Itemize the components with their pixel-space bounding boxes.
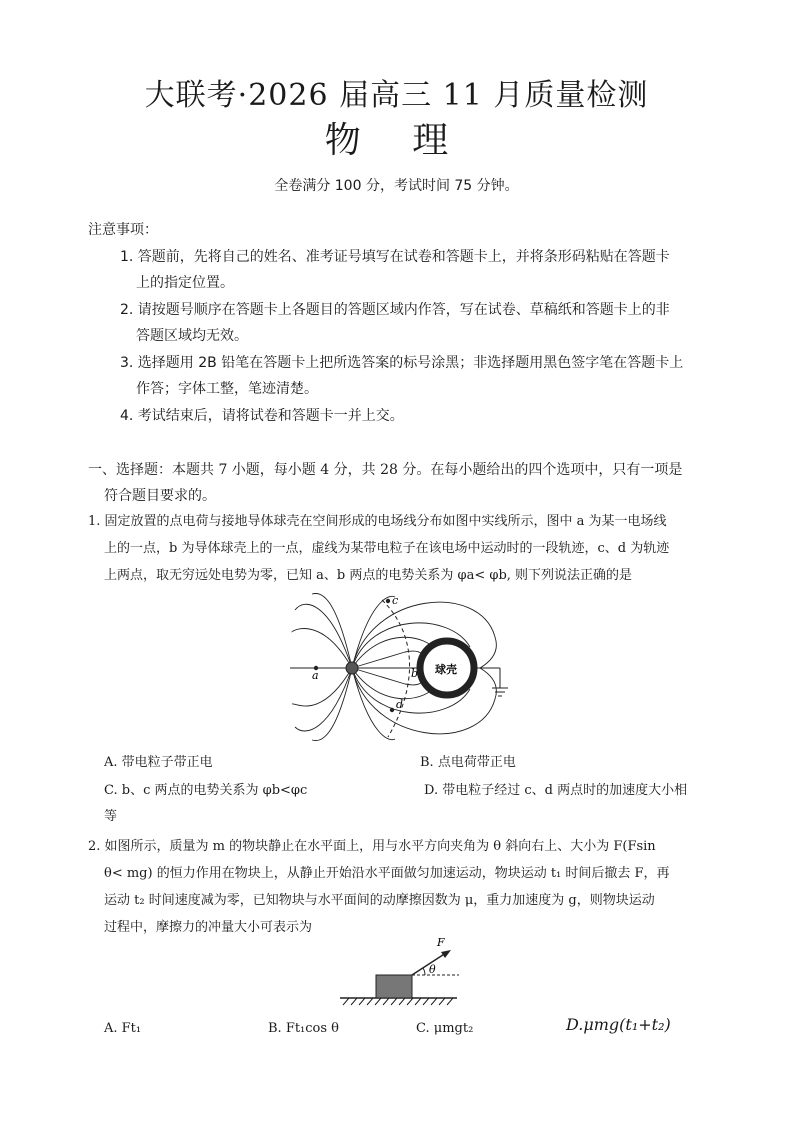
- q1-line-3: 上两点，取无穷远处电势为零，已知 a、b 两点的电势关系为 φa< φb, 则下列说法正确的是: [104, 568, 633, 583]
- q1-option-c: C. b、c 两点的电势关系为 φb<φc: [104, 783, 308, 798]
- q2-line-1: 2. 如图所示，质量为 m 的物块静止在水平面上，用与水平方向夹角为 θ 斜向右上、大小为 F(Fsin: [88, 839, 656, 854]
- point-c: [386, 599, 390, 603]
- q2-option-b: B. Ft₁cos θ: [268, 1021, 340, 1036]
- exam-title: 大联考·2026 届高三 11 月质量检测: [144, 78, 649, 113]
- subject-title: 物 理: [324, 120, 469, 161]
- q2-option-d: D.μmg(t₁+t₂): [566, 1015, 671, 1034]
- note-4-line-1: 4. 考试结束后，请将试卷和答题卡一并上交。: [120, 408, 404, 424]
- note-3-line-1: 3. 选择题用 2B 铅笔在答题卡上把所选答案的标号涂黑；非选择题用黑色签字笔在答题卡上: [120, 355, 684, 371]
- q1-line-2: 上的一点，b 为导体球壳上的一点，虚线为某带电粒子在该电场中运动时的一段轨迹，c、d 为轨迹: [104, 541, 670, 556]
- label-a: a: [312, 669, 319, 682]
- point-b: [418, 666, 422, 670]
- notes-heading: 注意事项：: [88, 222, 158, 238]
- q1-option-d-cont: 等: [104, 809, 118, 824]
- exam-info: 全卷满分 100 分，考试时间 75 分钟。: [274, 178, 519, 194]
- note-1-line-1: 1. 答题前，先将自己的姓名、准考证号填写在试卷和答题卡上，并将条形码粘贴在答题卡: [120, 249, 670, 265]
- note-2-line-2: 答题区域均无效。: [136, 328, 248, 344]
- shell-label: 球壳: [435, 663, 457, 676]
- q2-option-c: C. μmgt₂: [416, 1021, 474, 1036]
- angle-arc: [423, 968, 425, 975]
- q2-option-a: A. Ft₁: [104, 1021, 142, 1036]
- note-1-line-2: 上的指定位置。: [136, 275, 234, 291]
- note-2-line-1: 2. 请按题号顺序在答题卡上各题目的答题区域内作答，写在试卷、草稿纸和答题卡上的非: [120, 302, 670, 318]
- label-theta: θ: [429, 963, 436, 976]
- block: [376, 975, 412, 998]
- section-1-line-2: 符合题目要求的。: [104, 488, 216, 504]
- q2-line-2: θ< mg) 的恒力作用在物块上，从静止开始沿水平面做匀加速运动，物块运动 t₁ 时间后撤去 F，再: [104, 866, 670, 881]
- q1-option-b: B. 点电荷带正电: [420, 755, 516, 770]
- point-d: [390, 708, 394, 712]
- q2-line-3: 运动 t₂ 时间速度减为零，已知物块与水平面间的动摩擦因数为 μ，重力加速度为 g，则物块运动: [104, 893, 655, 908]
- note-3-line-2: 作答；字体工整，笔迹清楚。: [136, 381, 318, 397]
- q1-line-1: 1. 固定放置的点电荷与接地导体球壳在空间形成的电场线分布如图中实线所示，图中 a 为某一电场线: [88, 514, 667, 529]
- q2-block-diagram: [335, 935, 465, 1010]
- point-charge: [346, 662, 358, 674]
- q1-option-a: A. 带电粒子带正电: [104, 755, 213, 770]
- force-arrowhead: [441, 950, 451, 958]
- ground-hatching: [343, 998, 453, 1005]
- label-b: b: [411, 667, 419, 680]
- section-1-line-1: 一、选择题：本题共 7 小题，每小题 4 分，共 28 分。在每小题给出的四个选项中，只有一项是: [88, 462, 683, 478]
- label-c: c: [392, 594, 399, 607]
- label-F: F: [437, 936, 445, 949]
- q1-option-d: D. 带电粒子经过 c、d 两点时的加速度大小相: [424, 783, 688, 798]
- label-d: d: [396, 698, 404, 711]
- q1-field-diagram: [290, 592, 520, 742]
- q2-line-4: 过程中，摩擦力的冲量大小可表示为: [104, 920, 313, 935]
